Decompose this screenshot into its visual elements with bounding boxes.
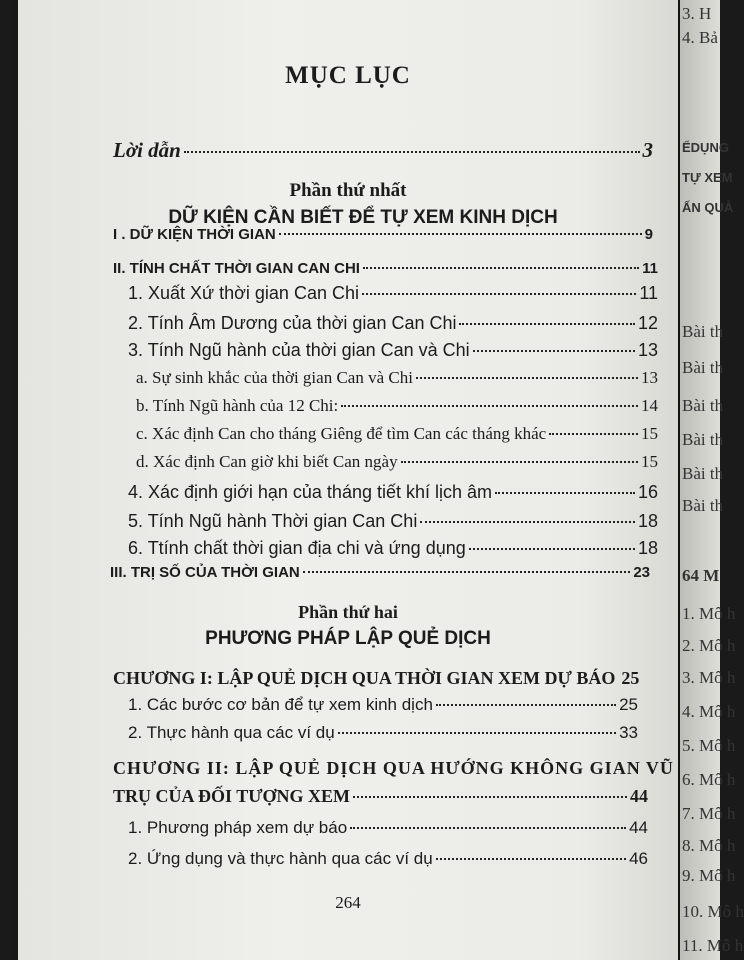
next-page-fragment: 3. Mô h [682,668,736,687]
toc-entry-page: 18 [637,538,658,558]
next-page-fragment: Bài th [682,464,724,483]
toc-entry-page: 12 [637,313,658,333]
toc-entry-page: 11 [642,260,658,277]
leader-dots [459,323,634,325]
toc-entry-label: a. Sự sinh khắc của thời gian Can và Chi [136,368,413,387]
next-page-fragment: 64 M [682,566,720,585]
toc-entry-label: 6. Ttính chất thời gian địa chi và ứng dụng [128,538,466,558]
toc-entry-label: c. Xác định Can cho tháng Giêng để tìm Can các tháng khác [136,424,547,443]
leader-dots [363,267,639,269]
next-page-fragment: 10. Mô h [682,902,744,921]
next-page-fragment: 5. Mô h [682,736,736,755]
toc-entry [128,695,638,715]
toc-entry-page: 11 [639,283,658,303]
leader-dots [495,492,635,494]
toc-entry [113,226,653,243]
toc-entry [128,283,658,304]
part2-label: Phần thứ hai [298,602,398,622]
toc-entry-label: 3. Tính Ngũ hành của thời gian Can và Chi [128,340,470,360]
toc-entry-page: 33 [619,723,638,742]
toc-entry [136,452,658,472]
leader-dots [350,827,626,829]
toc-entry-page: 23 [633,564,650,581]
next-page-fragment: 6. Mô h [682,770,736,789]
toc-entry [128,849,648,869]
toc-entry-label: II. TÍNH CHẤT THỜI GIAN CAN CHI [113,260,360,277]
toc-entry-page: 16 [637,482,658,502]
toc-entry-page: 3 [642,138,653,162]
next-page-fragment: TỰ XEM [682,170,733,185]
next-page-fragment: Bài th [682,322,724,341]
toc-entry-label: d. Xác định Can giờ khi biết Can ngày [136,452,398,471]
toc-entry-label: I . DỮ KIỆN THỜI GIAN [113,226,276,243]
toc-entry [113,260,658,277]
toc-entry-label: 1. Xuất Xứ thời gian Can Chi [128,283,359,303]
toc-entry-label: TRỤ CỦA ĐỐI TƯỢNG XEM [113,786,351,806]
toc-entry [128,482,658,503]
toc-entry [113,786,648,807]
toc-entry [128,313,658,334]
next-page-fragment: 1. Mô h [682,604,736,623]
toc-entry [128,340,658,361]
toc-entry [136,368,658,388]
toc-entry-page: 46 [629,849,648,868]
toc-entry-page: 13 [641,368,658,387]
leader-dots [184,151,640,153]
part1-title: DỮ KIỆN CẦN BIẾT ĐỂ TỰ XEM KINH DỊCH [168,207,558,228]
toc-entry [128,818,648,838]
page-number: 264 [335,893,361,912]
toc-entry [136,396,658,416]
leader-dots [341,405,638,407]
next-page-fragment: 3. H [682,4,712,23]
toc-entry [113,668,640,689]
toc-entry-page: 25 [621,668,640,688]
leader-dots [416,377,638,379]
toc-entry-page: 44 [629,818,648,837]
toc-entry [128,538,658,559]
leader-dots [469,548,635,550]
leader-dots [549,433,638,435]
part1-label: Phần thứ nhất [289,180,407,201]
leader-dots [401,461,638,463]
toc-entry-intro [113,138,653,163]
next-page-fragment: 4. Mô h [682,702,736,721]
toc-entry-label: 1. Các bước cơ bản để tự xem kinh dịch [128,695,433,714]
toc-entry-label: 4. Xác định giới hạn của tháng tiết khí lịch âm [128,482,493,502]
leader-dots [303,571,631,573]
next-page-fragment: 2. Mô h [682,636,736,655]
part2-title: PHƯƠNG PHÁP LẬP QUẺ DỊCH [205,628,491,649]
next-page-fragment: 9. Mô h [682,866,736,885]
leader-dots [362,293,636,295]
toc-entry-page: 15 [641,424,658,443]
toc-entry-page: 13 [637,340,658,360]
leader-dots [353,796,627,798]
toc-entry [110,564,650,581]
toc-entry [128,511,658,532]
book-page [18,0,678,960]
toc-heading: MỤC LỤC [285,62,411,89]
leader-dots [436,704,616,706]
toc-entry-label: Lời dẫn [113,138,181,162]
toc-entry-page: 25 [619,695,638,714]
next-page-fragment: 7. Mô h [682,804,736,823]
next-page-fragment: ẤN QUẢ [682,200,734,215]
toc-entry [128,723,638,743]
next-page-edge [680,0,744,960]
toc-entry-label: 1. Phương pháp xem dự báo [128,818,348,837]
toc-entry-label: III. TRỊ SỐ CỦA THỜI GIAN [110,564,300,581]
toc-entry-page: 15 [641,452,658,471]
toc-entry-label: 2. Ứng dụng và thực hành qua các ví dụ [128,849,433,868]
leader-dots [338,732,616,734]
next-page-fragment: Bài th [682,396,724,415]
toc-entry-page: 9 [644,226,653,243]
next-page-fragment: Bài th [682,496,724,515]
next-page-fragment: Bài th [682,358,724,377]
toc-entry-label: CHƯƠNG I: LẬP QUẺ DỊCH QUA THỜI GIAN XEM DỰ BÁO [113,668,616,688]
next-page-fragment: Bài th [682,430,724,449]
next-page-fragment: 11. Mô h [682,936,744,955]
next-page-fragment: 8. Mô h [682,836,736,855]
toc-entry [113,758,674,779]
toc-entry-page: 14 [641,396,658,415]
leader-dots [436,858,626,860]
leader-dots [420,521,635,523]
toc-entry-page: 18 [637,511,658,531]
toc-entry-label: CHƯƠNG II: LẬP QUẺ DỊCH QUA HƯỚNG KHÔNG GIAN VŨ [113,758,674,778]
toc-entry [136,424,658,444]
toc-entry-label: 5. Tính Ngũ hành Thời gian Can Chi [128,511,418,531]
leader-dots [279,233,642,235]
toc-entry-label: b. Tính Ngũ hành của 12 Chi: [136,396,339,415]
next-page-fragment: ỂDỤNG [682,140,729,155]
leader-dots [473,350,635,352]
toc-entry-label: 2. Thực hành qua các ví dụ [128,723,335,742]
toc-entry-page: 44 [630,786,648,806]
toc-entry-label: 2. Tính Âm Dương của thời gian Can Chi [128,313,457,333]
next-page-fragment: 4. Bả [682,28,718,47]
